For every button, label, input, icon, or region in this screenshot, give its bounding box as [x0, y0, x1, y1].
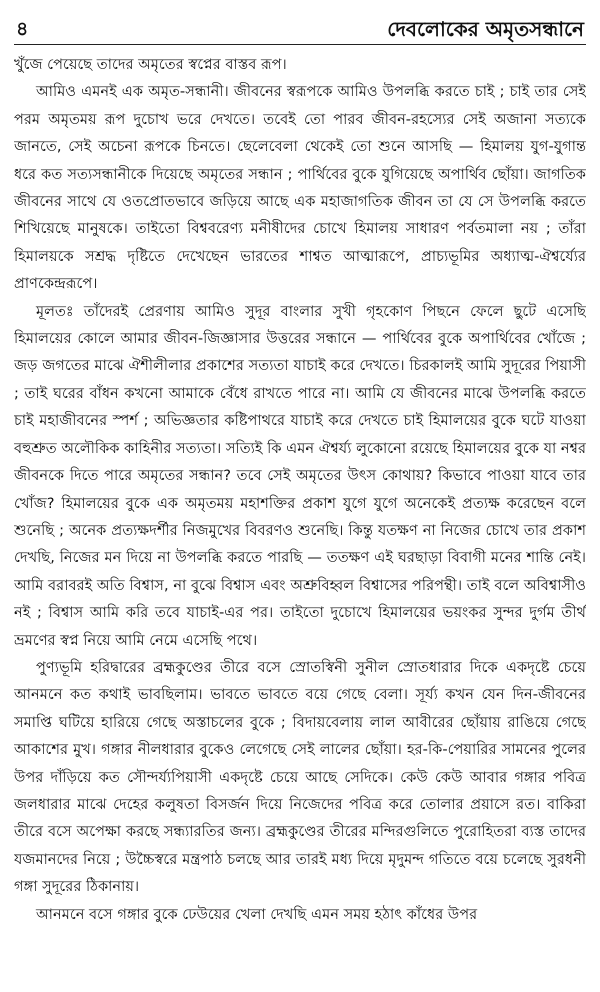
- running-head: [14, 10, 586, 45]
- paragraph: আনমনে বসে গঙ্গার বুকে ঢেউয়ের খেলা দেখছি এমন সময় হঠাৎ কাঁধের উপর: [36, 905, 478, 923]
- paragraph: খুঁজে পেয়েছে তাদের অমৃতের স্বপ্নের বাস্তব রূপ।: [14, 56, 287, 73]
- book-page: [14, 10, 586, 982]
- page-number: ৪: [16, 18, 29, 40]
- body-text: [14, 51, 586, 928]
- paragraph: আমিও এমনই এক অমৃত-সন্ধানী। জীবনের স্বরূপকে আমিও উপলব্ধি করতে চাই ; চাই তার সেই পরম অমৃতময় রূপ দুচোখ ভরে দেখতে। তবেই তো পারব জীবন-রহস্যের সেই অজানা সত্যকে জানতে, সেই অচেনা রূপকে চিনতে। ছেলেবেলা থেকেই তো শুনে আসছি — হিমালয় যুগ-যুগান্ত ধরে কত সত্যসন্ধানীকে দিয়েছে অমৃতের সন্ধান ; পার্থিবের বুকে যুগিয়েছে অপার্থিব ছোঁয়া। জাগতিক জীবনের সাথে যে ওতপ্রোতভাবে জড়িয়ে আছে এক মহাজাগতিক জীবন তা যে সে উপলব্ধি করতে শিখিয়েছে মানুষকে। তাইতো বিশ্ববরেণ্য মনীষীদের চোখে হিমালয় সাধারণ পর্বতমালা নয় ; তাঁরা হিমালয়কে সশ্রদ্ধ দৃষ্টিতে দেখেছেন ভারতের শাশ্বত আত্মারূপে, প্রাচ্যভূমির অধ্যাত্ম-ঐশ্বর্য্যের প্রাণকেন্দ্ররূপে।: [14, 83, 586, 293]
- running-title: দেবলোকের অমৃতসন্ধানে: [387, 17, 584, 41]
- paragraph: পুণ্যভূমি হরিদ্বারের ব্রহ্মকুণ্ডের তীরে বসে স্রোতস্বিনী সুনীল স্রোতধারার দিকে একদৃষ্টে চেয়ে আনমনে কত কথাই ভাবছিলাম। ভাবতে ভাবতে বয়ে গেছে বেলা। সূর্য্য কখন যেন দিন-জীবনের সমাপ্তি ঘটিয়ে হারিয়ে গেছে অস্তাচলের বুকে ; বিদায়বেলায় লাল আবীরের ছোঁয়ায় রাঙিয়ে গেছে আকাশের মুখ। গঙ্গার নীলধারার বুকেও লেগেছে সেই লালের ছোঁয়া। হর-কি-পেয়ারির সামনের পুলের উপর দাঁড়িয়ে কত সৌন্দর্য্যপিয়াসী একদৃষ্টে চেয়ে আছে সেদিকে। কেউ কেউ আবার গঙ্গার পবিত্র জলধারার মাঝে দেহের কলুষতা বিসর্জন দিয়ে নিজেদের পবিত্র করে তোলার প্রয়াসে রত। বাকিরা তীরে বসে অপেক্ষা করছে সন্ধ্যারতির জন্য। ব্রহ্মকুণ্ডের তীরের মন্দিরগুলিতে পুরোহিতরা ব্যস্ত তাদের যজমানদের নিয়ে ; উচ্চৈস্বরে মন্ত্রপাঠ চলছে আর তারই মধ্য দিয়ে মৃদুমন্দ গতিতে বয়ে চলেছে সুরধনী গঙ্গা সুদূরের ঠিকানায়।: [14, 658, 586, 896]
- paragraph: মূলতঃ তাঁদেরই প্রেরণায় আমিও সুদূর বাংলার সুখী গৃহকোণ পিছনে ফেলে ছুটে এসেছি হিমালয়ের কোলে আমার জীবন-জিজ্ঞাসার উত্তরের সন্ধানে — পার্থিবের বুকে অপার্থিবের খোঁজে ; জড় জগতের মাঝে ঐশীলীলার প্রকাশের সত্যতা যাচাই করে দেখতে। চিরকালই আমি সুদূরের পিয়াসী ; তাই ঘরের বাঁধন কখনো আমাকে বেঁধে রাখতে পারে না। আমি যে জীবনের মাঝে উপলব্ধি করতে চাই মহাজীবনের স্পর্শ ; অভিজ্ঞতার কষ্টিপাথরে যাচাই করে দেখতে চাই হিমালয়ের বুকে ঘটে যাওয়া বহুশ্রুত অলৌকিক কাহিনীর সত্যতা। সত্যিই কি এমন ঐশ্বর্য্য লুকোনো রয়েছে হিমালয়ের বুকে যা নশ্বর জীবনকে দিতে পারে অমৃতের সন্ধান? তবে সেই অমৃতের উৎস কোথায়? কিভাবে পাওয়া যাবে তার খোঁজ? হিমালয়ের বুকে এক অমৃতময় মহাশক্তির প্রকাশ যুগে যুগে অনেকেই প্রত্যক্ষ করেছেন বলে শুনেছি ; অনেক প্রত্যক্ষদর্শীর নিজমুখের বিবরণও শুনেছি। কিন্তু যতক্ষণ না নিজের চোখে তার প্রকাশ দেখছি, নিজের মন দিয়ে না উপলব্ধি করতে পারছি — ততক্ষণ এই ঘরছাড়া বিবাগী মনের শান্তি নেই। আমি বরাবরই অতি বিশ্বাস, না বুঝে বিশ্বাস এবং অশ্রুবিহ্বল বিশ্বাসের পরিপন্থী। তাই বলে অবিশ্বাসীও নই ; বিশ্বাস আমি করি তবে যাচাই-এর পর। তাইতো দুচোখে হিমালয়ের ভয়ংকর সুন্দর দুর্গম তীর্থ ভ্রমণের স্বপ্ন নিয়ে আমি নেমে এসেছি পথে।: [14, 302, 586, 649]
